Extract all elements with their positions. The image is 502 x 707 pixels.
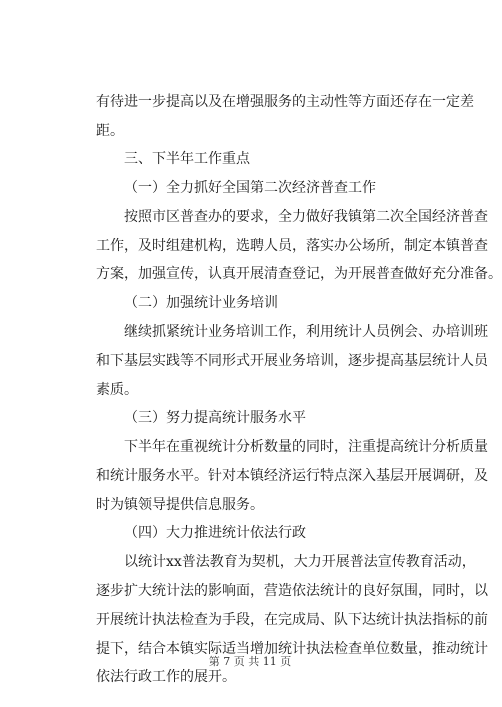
paragraph-line: 素质。 <box>96 382 138 398</box>
paragraph-line: 距。 <box>96 123 124 139</box>
paragraph-line: 有待进一步提高以及在增强服务的主动性等方面还存在一定差 <box>96 94 474 110</box>
paragraph-line: 逐步扩大统计法的影响面，营造依法统计的良好氛围，同时，以 <box>96 583 488 599</box>
paragraph-line: 依法行政工作的展开。 <box>96 669 236 685</box>
paragraph-line: 和统计服务水平。针对本镇经济运行特点深入基层开展调研，及 <box>96 468 488 484</box>
page-footer: 第 7 页 共 11 页 <box>208 655 292 668</box>
paragraph-line: 时为镇领导提供信息服务。 <box>96 497 264 513</box>
paragraph-line: 继续抓紧统计业务培训工作，利用统计人员例会、办培训班 <box>124 324 488 340</box>
subsection-heading: （四）大力推进统计依法行政 <box>124 525 306 541</box>
subsection-heading: （三）努力提高统计服务水平 <box>124 410 306 426</box>
paragraph-line: 以统计xx普法教育为契机，大力开展普法宣传教育活动， <box>124 554 476 570</box>
paragraph-line: 按照市区普查办的要求，全力做好我镇第二次全国经济普查 <box>124 209 488 225</box>
paragraph-line: 工作，及时组建机构，选聘人员，落实办公场所，制定本镇普查 <box>96 238 488 254</box>
paragraph-line: 下半年在重视统计分析数量的同时，注重提高统计分析质量 <box>124 439 488 455</box>
subsection-heading: （二）加强统计业务培训 <box>124 295 278 311</box>
paragraph-line: 提下，结合本镇实际适当增加统计执法检查单位数量，推动统计 <box>96 641 488 657</box>
paragraph-line: 方案，加强宣传，认真开展清查登记，为开展普查做好充分准备。 <box>96 266 502 282</box>
subsection-heading: （一）全力抓好全国第二次经济普查工作 <box>124 180 376 196</box>
paragraph-line: 开展统计执法检查为手段，在完成局、队下达统计执法指标的前 <box>96 612 488 628</box>
paragraph-line: 和下基层实践等不同形式开展业务培训，逐步提高基层统计人员 <box>96 353 488 369</box>
section-heading: 三、下半年工作重点 <box>124 151 250 167</box>
